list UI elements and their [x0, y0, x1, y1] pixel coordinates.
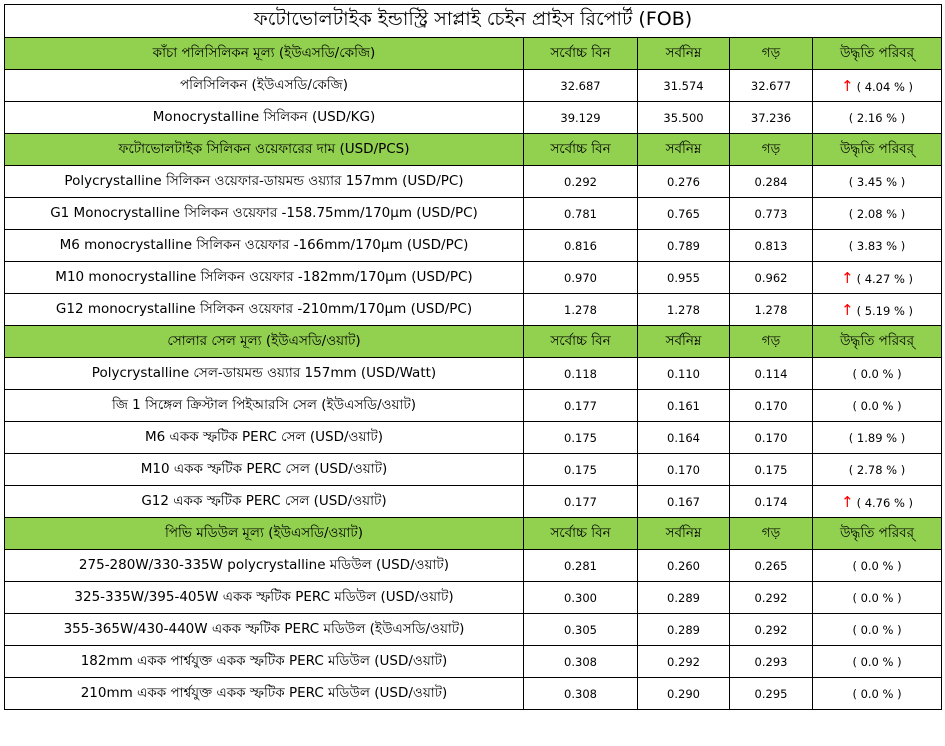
price-low: 0.167 [638, 486, 730, 518]
product-name: M10 monocrystalline সিলিকন ওয়েফার -182mm/170μm (USD/PC) [5, 262, 524, 294]
table-row [5, 646, 942, 678]
product-name: M6 monocrystalline সিলিকন ওয়েফার -166mm/170μm (USD/PC) [5, 230, 524, 262]
price-avg: 0.174 [730, 486, 813, 518]
column-header-avg: গড় [730, 518, 813, 550]
price-avg: 0.114 [730, 358, 813, 390]
section-title: সোলার সেল মূল্য (ইউএসডি/ওয়াট) [5, 326, 524, 358]
product-name: Polycrystalline সিলিকন ওয়েফার-ডায়মন্ড ওয়্যার 157mm (USD/PC) [5, 166, 524, 198]
table-row [5, 70, 942, 102]
price-low: 0.110 [638, 358, 730, 390]
product-name: 210mm একক পার্শ্বযুক্ত একক স্ফটিক PERC মডিউল (USD/ওয়াট) [5, 678, 524, 710]
change-percent: ( 2.16 % ) [848, 110, 906, 125]
price-avg: 0.813 [730, 230, 813, 262]
price-change [813, 582, 942, 614]
price-change [813, 198, 942, 230]
column-header-high: সর্বোচ্চ বিন [524, 326, 638, 358]
column-header-high: সর্বোচ্চ বিন [524, 134, 638, 166]
price-low: 0.260 [638, 550, 730, 582]
product-name: M6 একক স্ফটিক PERC সেল (USD/ওয়াট) [5, 422, 524, 454]
column-header-change: উদ্ধৃতি পরিবর্ [813, 134, 942, 166]
price-high: 1.278 [524, 294, 638, 326]
price-low: 0.164 [638, 422, 730, 454]
table-row [5, 582, 942, 614]
price-high: 0.292 [524, 166, 638, 198]
section-header-row [5, 38, 942, 70]
price-high: 39.129 [524, 102, 638, 134]
section-title: কাঁচা পলিসিলিকন মূল্য (ইউএসডি/কেজি) [5, 38, 524, 70]
change-percent: ( 3.45 % ) [848, 174, 906, 189]
price-low: 0.955 [638, 262, 730, 294]
column-header-change: উদ্ধৃতি পরিবর্ [813, 518, 942, 550]
price-avg: 0.293 [730, 646, 813, 678]
table-row [5, 422, 942, 454]
price-avg: 0.175 [730, 454, 813, 486]
change-percent: ( 0.0 % ) [852, 654, 902, 669]
section-header-row [5, 134, 942, 166]
price-high: 0.781 [524, 198, 638, 230]
price-avg: 0.284 [730, 166, 813, 198]
column-header-change: উদ্ধৃতি পরিবর্ [813, 326, 942, 358]
table-row [5, 262, 942, 294]
change-percent: ( 2.78 % ) [848, 462, 906, 477]
table-row [5, 390, 942, 422]
price-change [813, 550, 942, 582]
column-header-change: উদ্ধৃতি পরিবর্ [813, 38, 942, 70]
section-title: পিভি মডিউল মূল্য (ইউএসডি/ওয়াট) [5, 518, 524, 550]
change-percent: ( 0.0 % ) [852, 558, 902, 573]
column-header-avg: গড় [730, 38, 813, 70]
report-title: ফটোভোলটাইক ইন্ডাস্ট্রি সাপ্লাই চেইন প্রাইস রিপোর্ট (FOB) [5, 5, 942, 38]
up-arrow-icon: ↑ [840, 492, 854, 511]
price-high: 0.300 [524, 582, 638, 614]
price-high: 0.177 [524, 390, 638, 422]
price-change [813, 102, 942, 134]
table-row [5, 166, 942, 198]
table-row [5, 454, 942, 486]
price-high: 32.687 [524, 70, 638, 102]
price-low: 0.789 [638, 230, 730, 262]
price-change [813, 166, 942, 198]
price-change [813, 678, 942, 710]
section-header-row [5, 326, 942, 358]
change-percent: ( 0.0 % ) [852, 686, 902, 701]
column-header-low: সর্বনিম্ন [638, 134, 730, 166]
change-percent: ( 0.0 % ) [852, 366, 902, 381]
price-low: 1.278 [638, 294, 730, 326]
price-low: 0.289 [638, 614, 730, 646]
price-change [813, 262, 942, 294]
price-high: 0.305 [524, 614, 638, 646]
product-name: G1 Monocrystalline সিলিকন ওয়েফার -158.75mm/170μm (USD/PC) [5, 198, 524, 230]
change-percent: ( 0.0 % ) [852, 398, 902, 413]
price-high: 0.970 [524, 262, 638, 294]
product-name: 182mm একক পার্শ্বযুক্ত একক স্ফটিক PERC মডিউল (USD/ওয়াট) [5, 646, 524, 678]
column-header-low: সর্বনিম্ন [638, 326, 730, 358]
table-row [5, 486, 942, 518]
price-high: 0.281 [524, 550, 638, 582]
price-avg: 37.236 [730, 102, 813, 134]
price-high: 0.816 [524, 230, 638, 262]
price-avg: 1.278 [730, 294, 813, 326]
price-avg: 0.170 [730, 390, 813, 422]
change-percent: ( 0.0 % ) [852, 590, 902, 605]
price-low: 31.574 [638, 70, 730, 102]
up-arrow-icon: ↑ [840, 76, 854, 95]
change-percent: ( 2.08 % ) [848, 206, 906, 221]
price-change [813, 454, 942, 486]
price-change [813, 230, 942, 262]
table-row [5, 550, 942, 582]
price-low: 0.290 [638, 678, 730, 710]
price-avg: 0.292 [730, 582, 813, 614]
price-avg: 0.962 [730, 262, 813, 294]
change-percent: ( 4.04 % ) [856, 79, 914, 94]
price-change [813, 614, 942, 646]
price-change [813, 358, 942, 390]
product-name: জি 1 সিঙ্গেল ক্রিস্টাল পিইআরসি সেল (ইউএসডি/ওয়াট) [5, 390, 524, 422]
product-name: Polycrystalline সেল-ডায়মন্ড ওয়্যার 157mm (USD/Watt) [5, 358, 524, 390]
up-arrow-icon: ↑ [840, 268, 854, 287]
up-arrow-icon: ↑ [840, 300, 854, 319]
product-name: 275-280W/330-335W polycrystalline মডিউল (USD/ওয়াট) [5, 550, 524, 582]
section-title: ফটোভোলটাইক সিলিকন ওয়েফারের দাম (USD/PCS) [5, 134, 524, 166]
column-header-low: সর্বনিম্ন [638, 38, 730, 70]
price-avg: 0.170 [730, 422, 813, 454]
change-percent: ( 4.76 % ) [856, 495, 914, 510]
price-high: 0.177 [524, 486, 638, 518]
price-low: 0.765 [638, 198, 730, 230]
price-high: 0.118 [524, 358, 638, 390]
column-header-avg: গড় [730, 326, 813, 358]
table-row [5, 198, 942, 230]
product-name: G12 একক স্ফটিক PERC সেল (USD/ওয়াট) [5, 486, 524, 518]
price-avg: 0.295 [730, 678, 813, 710]
column-header-avg: গড় [730, 134, 813, 166]
column-header-high: সর্বোচ্চ বিন [524, 38, 638, 70]
change-percent: ( 3.83 % ) [848, 238, 906, 253]
change-percent: ( 1.89 % ) [848, 430, 906, 445]
price-low: 0.276 [638, 166, 730, 198]
product-name: M10 একক স্ফটিক PERC সেল (USD/ওয়াট) [5, 454, 524, 486]
price-avg: 0.265 [730, 550, 813, 582]
product-name: G12 monocrystalline সিলিকন ওয়েফার -210mm/170μm (USD/PC) [5, 294, 524, 326]
price-high: 0.308 [524, 646, 638, 678]
price-change [813, 646, 942, 678]
product-name: Monocrystalline সিলিকন (USD/KG) [5, 102, 524, 134]
change-percent: ( 5.19 % ) [856, 303, 914, 318]
table-row [5, 230, 942, 262]
product-name: পলিসিলিকন (ইউএসডি/কেজি) [5, 70, 524, 102]
price-change [813, 70, 942, 102]
table-row [5, 294, 942, 326]
price-change [813, 390, 942, 422]
product-name: 355-365W/430-440W একক স্ফটিক PERC মডিউল (ইউএসডি/ওয়াট) [5, 614, 524, 646]
price-low: 0.161 [638, 390, 730, 422]
price-avg: 0.773 [730, 198, 813, 230]
price-change [813, 294, 942, 326]
price-low: 0.289 [638, 582, 730, 614]
price-low: 0.292 [638, 646, 730, 678]
column-header-low: সর্বনিম্ন [638, 518, 730, 550]
table-row [5, 678, 942, 710]
price-low: 35.500 [638, 102, 730, 134]
column-header-high: সর্বোচ্চ বিন [524, 518, 638, 550]
price-low: 0.170 [638, 454, 730, 486]
price-avg: 0.292 [730, 614, 813, 646]
table-row [5, 614, 942, 646]
price-high: 0.175 [524, 454, 638, 486]
table-row [5, 102, 942, 134]
price-high: 0.308 [524, 678, 638, 710]
change-percent: ( 4.27 % ) [856, 271, 914, 286]
product-name: 325-335W/395-405W একক স্ফটিক PERC মডিউল (USD/ওয়াট) [5, 582, 524, 614]
price-change [813, 422, 942, 454]
section-header-row [5, 518, 942, 550]
price-avg: 32.677 [730, 70, 813, 102]
change-percent: ( 0.0 % ) [852, 622, 902, 637]
table-row [5, 358, 942, 390]
price-change [813, 486, 942, 518]
price-high: 0.175 [524, 422, 638, 454]
price-report-table [4, 4, 942, 710]
